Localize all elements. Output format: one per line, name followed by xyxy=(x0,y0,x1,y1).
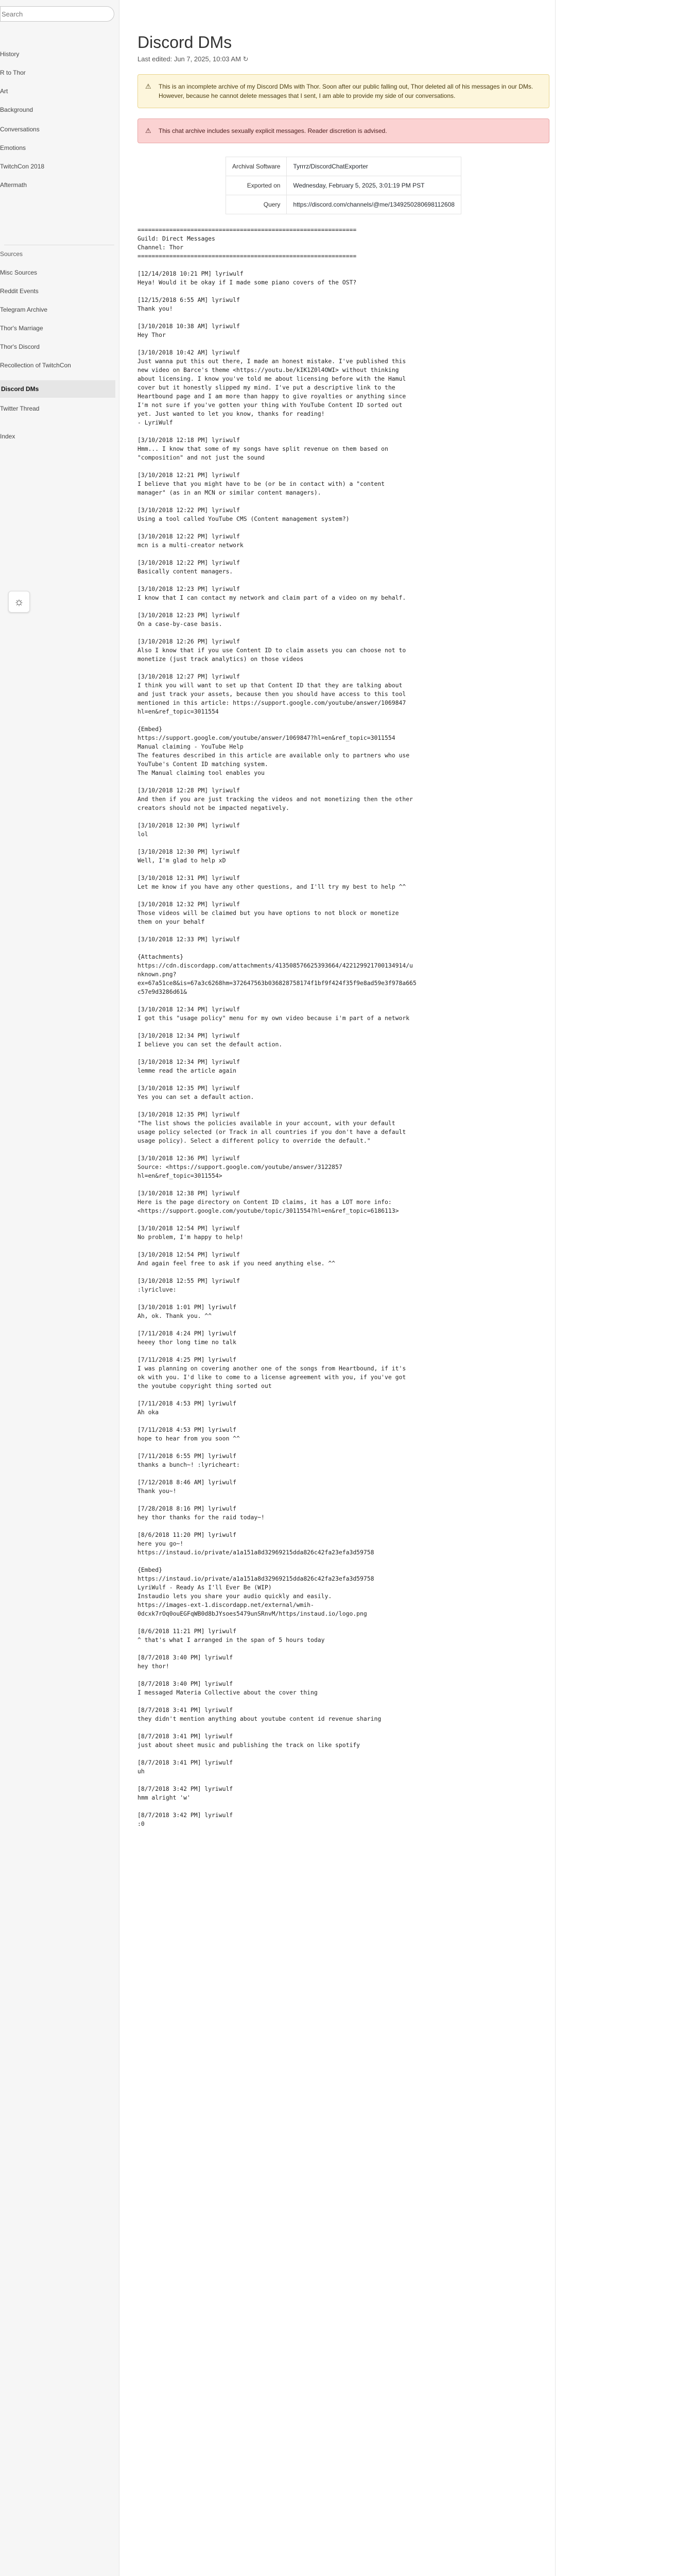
meta-value: Tyrrrz/DiscordChatExporter xyxy=(287,157,461,176)
notice-text: This is an incomplete archive of my Discord DMs with Thor. Soon after our public falling out, Thor deleted all of his messages in our DMs. However, because he cannot delete messages that I sent, I am able to provide my side of our conversations. xyxy=(159,83,533,99)
sidebar-item-telegram-archive[interactable]: Telegram Archive xyxy=(0,306,48,313)
sidebar-item-conversations[interactable]: Conversations xyxy=(0,126,40,133)
meta-key: Query xyxy=(226,195,287,214)
main-content xyxy=(137,0,549,1828)
search-input[interactable] xyxy=(0,6,114,22)
sidebar-item-background[interactable]: Background xyxy=(0,106,33,113)
right-rail-border xyxy=(555,0,556,2576)
content-warning-callout xyxy=(137,118,549,143)
last-edited-text: Last edited: Jun 7, 2025, 10:03 AM xyxy=(137,55,241,63)
meta-value[interactable]: https://discord.com/channels/@me/1349250280698112608 xyxy=(287,195,461,214)
theme-toggle-icon[interactable]: ☼ xyxy=(8,591,30,613)
meta-value: Wednesday, February 5, 2025, 3:01:19 PM PST xyxy=(287,176,461,195)
archive-metadata-table xyxy=(226,157,461,214)
sidebar-item-aftermath[interactable]: Aftermath xyxy=(0,181,27,189)
sidebar-item-discord-dms[interactable]: Discord DMs xyxy=(0,380,115,398)
sidebar-item-history[interactable]: History xyxy=(0,50,20,58)
sidebar-item-misc-sources[interactable]: Misc Sources xyxy=(0,269,38,276)
sidebar-item-emotions[interactable]: Emotions xyxy=(0,144,26,151)
meta-key: Exported on xyxy=(226,176,287,195)
sidebar-item-recollection-of-twitchcon[interactable]: Recollection of TwitchCon xyxy=(0,362,71,369)
sidebar xyxy=(0,0,119,2576)
sidebar-item-twitchcon-2018[interactable]: TwitchCon 2018 xyxy=(0,163,45,170)
notice-callout xyxy=(137,74,549,108)
warning-text: This chat archive includes sexually explicit messages. Reader discretion is advised. xyxy=(159,127,387,134)
table-row xyxy=(226,176,461,195)
history-icon[interactable]: ↻ xyxy=(243,55,249,63)
sidebar-section-sources[interactable]: Sources xyxy=(0,250,23,258)
sidebar-item-twitter-thread[interactable]: Twitter Thread xyxy=(0,405,40,412)
sidebar-item-thors-marriage[interactable]: Thor's Marriage xyxy=(0,325,43,332)
sidebar-item-art[interactable]: Art xyxy=(0,88,8,95)
table-row xyxy=(226,195,461,214)
alert-icon: ⚠ xyxy=(145,127,151,134)
sidebar-item-r-to-thor[interactable]: R to Thor xyxy=(0,69,26,76)
sidebar-item-thors-discord[interactable]: Thor's Discord xyxy=(0,343,40,350)
sidebar-item-index[interactable]: Index xyxy=(0,433,15,440)
warning-icon: ⚠ xyxy=(145,82,151,90)
last-edited xyxy=(137,55,549,64)
table-row xyxy=(226,157,461,176)
sidebar-item-reddit-events[interactable]: Reddit Events xyxy=(0,287,39,295)
meta-key: Archival Software xyxy=(226,157,287,176)
page-title: Discord DMs xyxy=(137,33,232,52)
chat-log: ============================================================== Guild: Direct Messages Channel: Thor ============================================================== [12/14/2018 10:21 PM] lyriwulf Heya! Would it be okay if I made some piano covers of the OST? [12/15/2018 6:55 AM] lyriwulf Thank you! [3/10/2018 10:38 AM] lyriwulf Hey Thor [3/10/2018 10:42 AM] lyriwulf Just wanna put this out there, I made an honest mistake. I've published this new video on Barce's theme <https://youtu.be/kIK1Z0l4OWI> without thinking about licensing. I know you've told me about licensing before with the Hamul cover but it honestly slipped my mind. I've put a descriptive link to the Heartbound page and I am more than happy to give royalties or anything since I'm not sure if you've gotten your thing with YouTube Content ID sorted out yet. Just wanted to let you know, thanks for reading! - LyriWulf [3/10/2018 12:18 PM] lyriwulf Hmm... I know that some of my songs have split revenue on them based on "composition" and not just the sound [3/10/2018 12:21 PM] lyriwulf I believe that you might have to be (or be in contact with) a "content manager" (as in an MCN or similar content managers). [3/10/2018 12:22 PM] lyriwulf Using a tool called YouTube CMS (Content management system?) [3/10/2018 12:22 PM] lyriwulf mcn is a multi-creator network [3/10/2018 12:22 PM] lyriwulf Basically content managers. [3/10/2018 12:23 PM] lyriwulf I know that I can contact my network and claim part of a video on my behalf. [3/10/2018 12:23 PM] lyriwulf On a case-by-case basis. [3/10/2018 12:26 PM] lyriwulf Also I know that if you use Content ID to claim assets you can choose not to monetize (just track analytics) on those videos [3/10/2018 12:27 PM] lyriwulf I think you will want to set up that Content ID that they are talking about and just track your assets, because then you should have access to this tool mentioned in this article: https://support.google.com/youtube/answer/1069847 hl=en&ref_topic=3011554 {Embed} https://support.google.com/youtube/answer/1069847?hl=en&ref_topic=3011554 Manual claiming - YouTube Help The features described in this article are available only to partners who use YouTube's Content ID matching system. The Manual claiming tool enables you [3/10/2018 12:28 PM] lyriwulf And then if you are just tracking the videos and not monetizing then the other creators should not be impacted negatively. [3/10/2018 12:30 PM] lyriwulf lol [3/10/2018 12:30 PM] lyriwulf Well, I'm glad to help xD [3/10/2018 12:31 PM] lyriwulf Let me know if you have any other questions, and I'll try my best to help ^^ [3/10/2018 12:32 PM] lyriwulf Those videos will be claimed but you have options to not block or monetize them on your behalf [3/10/2018 12:33 PM] lyriwulf {Attachments} https://cdn.discordapp.com/attachments/413508576625393664/422129921700134914/u nknown.png? ex=67a51ce8&is=67a3c6268hm=372647563b036828758174f1bf9f424f35f9e8ad59e3f978a665 c57e9d3286d61& [3/10/2018 12:34 PM] lyriwulf I got this "usage policy" menu for my own video because i'm part of a network [3/10/2018 12:34 PM] lyriwulf I believe you can set the default action. [3/10/2018 12:34 PM] lyriwulf lemme read the article again [3/10/2018 12:35 PM] lyriwulf Yes you can set a default action. [3/10/2018 12:35 PM] lyriwulf "The list shows the policies available in your account, with your default usage policy selected (or Track in all countries if you don't have a default usage policy). Select a different policy to override the default." [3/10/2018 12:36 PM] lyriwulf Source: <https://support.google.com/youtube/answer/3122857 hl=en&ref_topic=3011554> [3/10/2018 12:38 PM] lyriwulf Here is the page directory on Content ID claims, it has a LOT more info: <https://support.google.com/youtube/topic/3011554?hl=en&ref_topic=6186113> [3/10/2018 12:54 PM] lyriwulf No problem, I'm happy to help! [3/10/2018 12:54 PM] lyriwulf And again feel free to ask if you need anything else. ^^ [3/10/2018 12:55 PM] lyriwulf :lyricluve: [3/10/2018 1:01 PM] lyriwulf Ah, ok. Thank you. ^^ [7/11/2018 4:24 PM] lyriwulf heeey thor long time no talk [7/11/2018 4:25 PM] lyriwulf I was planning on covering another one of the songs from Heartbound, if it's ok with you. I'd like to come to a license agreement with you, if you've got the youtube copyright thing sorted out [7/11/2018 4:53 PM] lyriwulf Ah oka [7/11/2018 4:53 PM] lyriwulf hope to hear from you soon ^^ [7/11/2018 6:55 PM] lyriwulf thanks a bunch~! :lyricheart: [7/12/2018 8:46 AM] lyriwulf Thank you~! [7/28/2018 8:16 PM] lyriwulf hey thor thanks for the raid today~! [8/6/2018 11:20 PM] lyriwulf here you go~! https://instaud.io/private/a1a151a8d32969215dda826c42fa23efa3d59758 {Embed} https://instaud.io/private/a1a151a8d32969215dda826c42fa23efa3d59758 LyriWulf - Ready As I'll Ever Be (WIP) Instaudio lets you share your audio quickly and easily. https://images-ext-1.discordapp.net/external/wmih- 0dcxk7rOq0ouEGFqWB0d8bJYsoes5479unSRnvM/https/instaud.io/logo.png [8/6/2018 11:21 PM] lyriwulf ^ that's what I arranged in the span of 5 hours today [8/7/2018 3:40 PM] lyriwulf hey thor! [8/7/2018 3:40 PM] lyriwulf I messaged Materia Collective about the cover thing [8/7/2018 3:41 PM] lyriwulf they didn't mention anything about youtube content id revenue sharing [8/7/2018 3:41 PM] lyriwulf just about sheet music and publishing the track on like spotify [8/7/2018 3:41 PM] lyriwulf uh [8/7/2018 3:42 PM] lyriwulf hmm alright 'w' [8/7/2018 3:42 PM] lyriwulf :0 xyxy=(137,226,417,1827)
